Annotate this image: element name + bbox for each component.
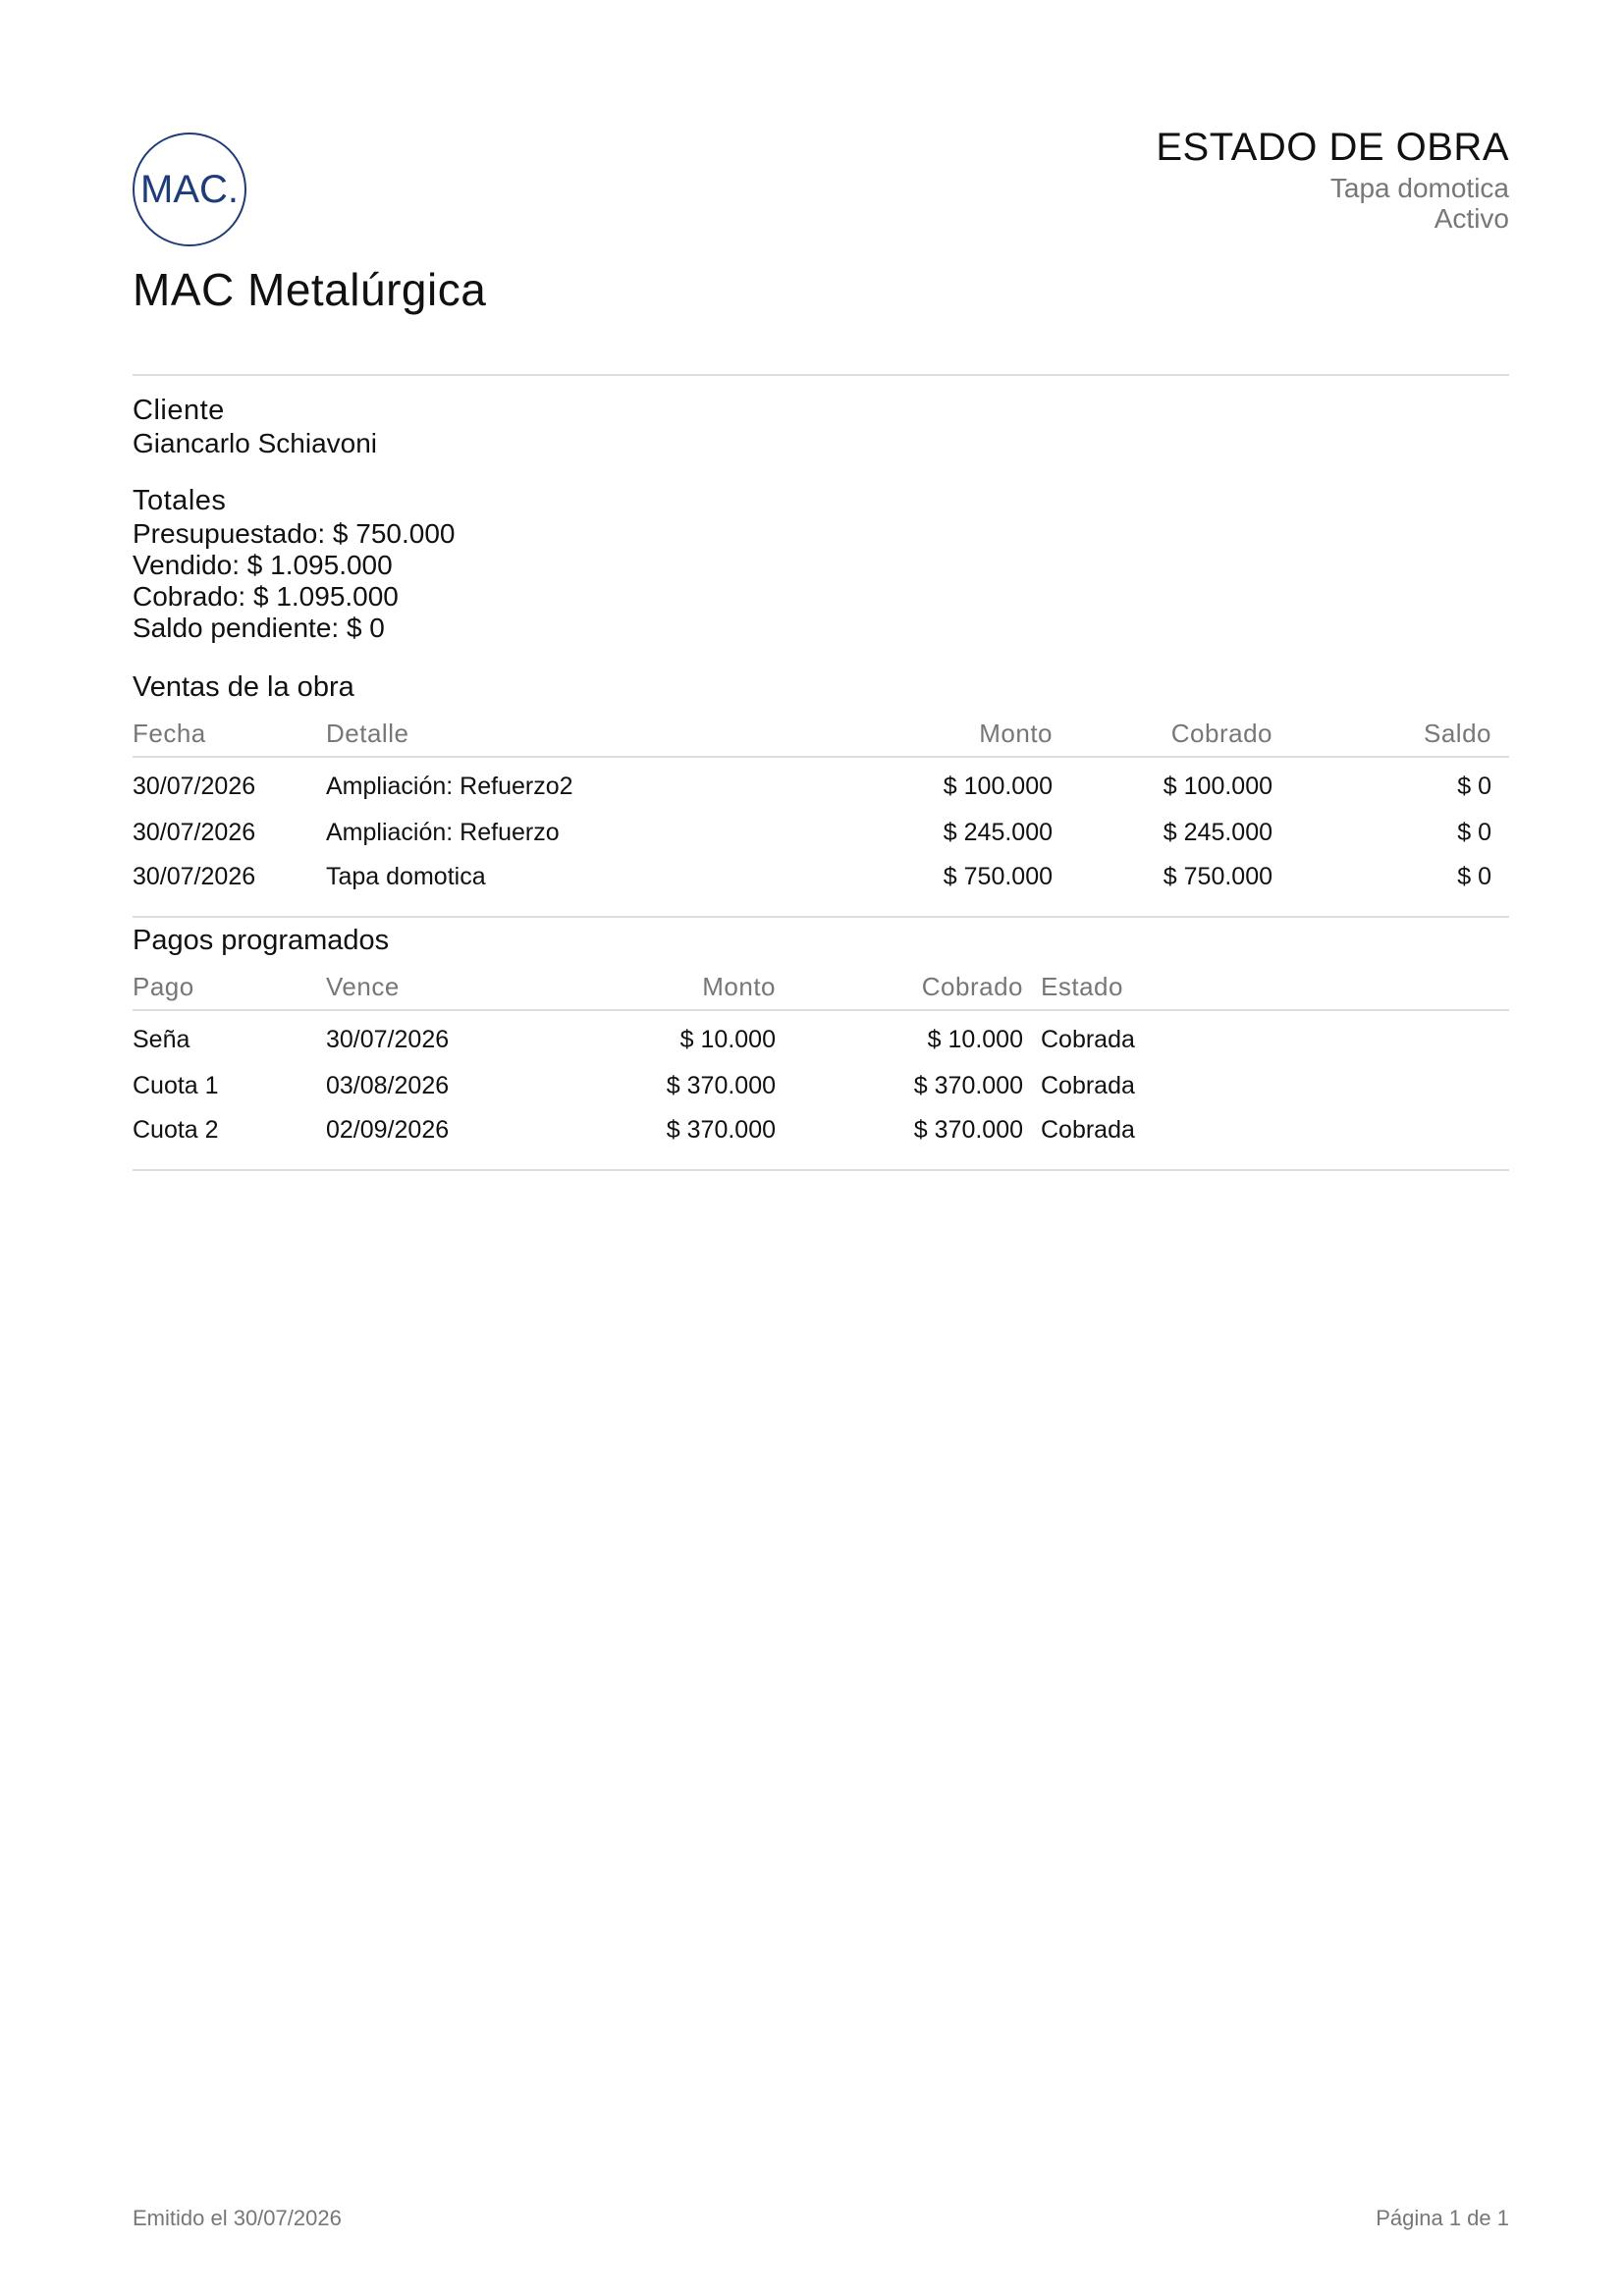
company-name: MAC Metalúrgica (133, 264, 487, 315)
sale-pad (1491, 855, 1509, 899)
sale-cobrado: $ 100.000 (1163, 772, 1272, 800)
sale-cobrado: $ 750.000 (1163, 863, 1272, 890)
payment-monto: $ 10.000 (679, 1025, 776, 1053)
total-vendido: Vendido: $ 1.095.000 (133, 550, 393, 580)
document-title: ESTADO DE OBRA (1156, 126, 1509, 169)
sale-monto: $ 100.000 (943, 772, 1053, 800)
sale-monto: $ 750.000 (943, 863, 1053, 890)
sale-detalle: Ampliación: Refuerzo2 (326, 772, 573, 800)
payments-table (133, 972, 1509, 1152)
sales-divider (133, 916, 1509, 918)
table-row (133, 1064, 1509, 1108)
payment-monto: $ 370.000 (666, 1116, 776, 1144)
payment-pago: Cuota 1 (133, 1072, 219, 1099)
issued-date: Emitido el 30/07/2026 (133, 2206, 342, 2230)
total-cobrado: Cobrado: $ 1.095.000 (133, 581, 399, 612)
payment-monto: $ 370.000 (666, 1072, 776, 1099)
sale-saldo: $ 0 (1457, 819, 1491, 846)
project-status: Activo (1434, 203, 1509, 234)
payments-col-estado: Estado (1023, 972, 1509, 1010)
sale-fecha: 30/07/2026 (133, 772, 256, 800)
total-presupuestado: Presupuestado: $ 750.000 (133, 518, 456, 549)
sale-fecha: 30/07/2026 (133, 819, 256, 846)
header-divider (133, 374, 1509, 376)
totals-label: Totales (133, 485, 227, 516)
sale-saldo: $ 0 (1457, 772, 1491, 800)
table-row (133, 757, 1509, 811)
sale-detalle: Tapa domotica (326, 863, 486, 890)
sales-section-title: Ventas de la obra (133, 671, 354, 703)
sales-table (133, 719, 1509, 899)
payment-estado: Cobrada (1041, 1072, 1135, 1099)
payment-vence: 02/09/2026 (326, 1116, 450, 1144)
sale-saldo: $ 0 (1457, 863, 1491, 890)
sales-col-fecha: Fecha (133, 719, 326, 757)
payment-pago: Cuota 2 (133, 1116, 219, 1144)
client-name: Giancarlo Schiavoni (133, 428, 378, 458)
payments-col-cobrado: Cobrado (776, 972, 1023, 1010)
sale-monto: $ 245.000 (943, 819, 1053, 846)
payments-divider (133, 1169, 1509, 1171)
payment-vence: 03/08/2026 (326, 1072, 450, 1099)
sale-fecha: 30/07/2026 (133, 863, 256, 890)
payment-cobrado: $ 10.000 (927, 1025, 1023, 1053)
payment-cobrado: $ 370.000 (913, 1116, 1023, 1144)
sales-col-cobrado: Cobrado (1053, 719, 1272, 757)
client-label: Cliente (133, 395, 225, 426)
table-row (133, 855, 1509, 899)
table-row (133, 811, 1509, 855)
sales-col-monto: Monto (719, 719, 1053, 757)
payments-header-row (133, 972, 1509, 1010)
payment-cobrado: $ 370.000 (913, 1072, 1023, 1099)
payments-section-title: Pagos programados (133, 925, 390, 956)
payments-col-vence: Vence (326, 972, 562, 1010)
total-saldo-pendiente: Saldo pendiente: $ 0 (133, 613, 385, 643)
table-row (133, 1010, 1509, 1064)
sale-cobrado: $ 245.000 (1163, 819, 1272, 846)
sales-col-detalle: Detalle (326, 719, 719, 757)
sale-detalle: Ampliación: Refuerzo (326, 819, 560, 846)
payment-estado: Cobrada (1041, 1025, 1135, 1053)
logo-text: MAC. (140, 167, 239, 211)
payment-vence: 30/07/2026 (326, 1025, 450, 1053)
sale-pad (1491, 757, 1509, 811)
payments-col-pago: Pago (133, 972, 326, 1010)
payments-col-monto: Monto (562, 972, 776, 1010)
sales-col-pad (1491, 719, 1509, 757)
payment-estado: Cobrada (1041, 1116, 1135, 1144)
project-name: Tapa domotica (1329, 173, 1509, 203)
payment-pago: Seña (133, 1025, 190, 1053)
sales-header-row (133, 719, 1509, 757)
table-row (133, 1108, 1509, 1152)
page-number: Página 1 de 1 (1376, 2206, 1509, 2230)
company-logo (133, 133, 246, 246)
sales-col-saldo: Saldo (1272, 719, 1491, 757)
sale-pad (1491, 811, 1509, 855)
